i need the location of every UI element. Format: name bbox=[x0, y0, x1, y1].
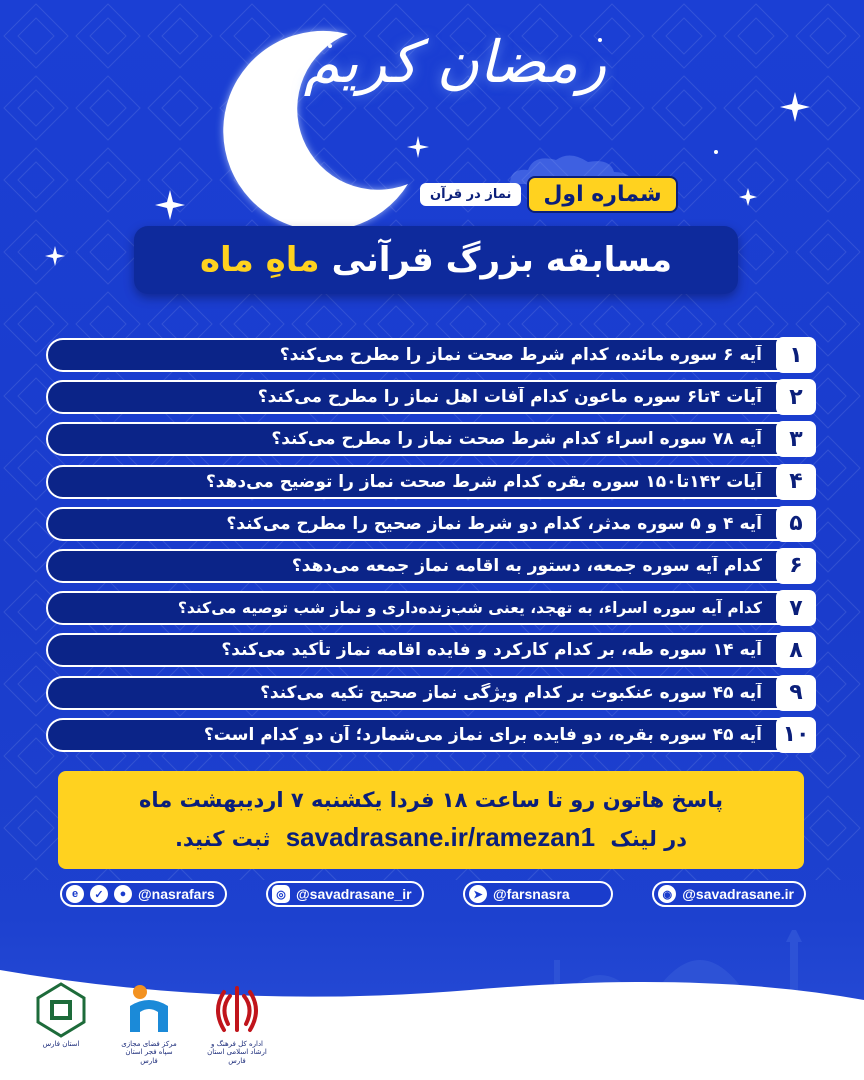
contest-highlight: ماهِ ماه bbox=[199, 240, 320, 280]
globe-icon: ◉ bbox=[658, 885, 676, 903]
question-list bbox=[46, 338, 814, 760]
iran-emblem-icon bbox=[212, 982, 262, 1038]
social-telegram[interactable] bbox=[463, 881, 613, 907]
social-links bbox=[60, 881, 806, 907]
question-item bbox=[46, 380, 814, 414]
submission-link[interactable]: savadrasane.ir/ramezan1 bbox=[285, 821, 596, 852]
question-number: ۲ bbox=[776, 379, 816, 415]
social-website[interactable] bbox=[652, 881, 806, 907]
question-text: کدام آیه سوره جمعه، دستور به اقامه نماز جمعه می‌دهد؟ bbox=[291, 555, 762, 576]
deadline-link-line bbox=[58, 822, 804, 853]
question-text: آیه ۶ سوره مائده، کدام شرط صحت نماز را مطرح می‌کند؟ bbox=[279, 345, 762, 365]
social-nasrafars[interactable] bbox=[60, 881, 227, 907]
org-emblem-icon bbox=[36, 982, 86, 1038]
question-text: آیه ۴۵ سوره عنکبوت بر کدام ویژگی نماز صحیح تکیه می‌کند؟ bbox=[260, 682, 762, 703]
issue-row bbox=[420, 176, 678, 213]
issue-badge: شماره اول bbox=[527, 176, 677, 213]
question-item bbox=[46, 465, 814, 499]
question-number: ۱ bbox=[776, 337, 816, 373]
question-text: آیه ۴۵ سوره بقره، دو فایده برای نماز می‌شمارد؛ آن دو کدام است؟ bbox=[203, 724, 762, 745]
question-text: کدام آیه سوره اسراء، به تهجد، یعنی شب‌زنده‌داری و نماز شب توصیه می‌کند؟ bbox=[177, 599, 762, 618]
question-number: ۸ bbox=[776, 632, 816, 668]
social-telegram-handle: @farsnasra bbox=[492, 886, 570, 902]
question-text: آیه ۴ و ۵ سوره مدثر، کدام دو شرط نماز صحیح را مطرح می‌کند؟ bbox=[226, 513, 762, 534]
social-instagram-handle: @savadrasane_ir bbox=[296, 886, 412, 902]
question-text: آیه ۱۴ سوره طه، بر کدام کارکرد و فایده اقامه نماز تأکید می‌کند؟ bbox=[221, 640, 762, 661]
cyber-center-emblem-icon bbox=[124, 982, 174, 1038]
cyber-center-logo bbox=[118, 982, 180, 1078]
cyber-center-caption: مرکز فضای مجازی سپاه فجر استان فارس bbox=[121, 1040, 177, 1065]
telegram-icon: ➤ bbox=[469, 885, 487, 903]
question-number: ۹ bbox=[776, 675, 816, 711]
soroush-icon: ● bbox=[114, 885, 132, 903]
question-item bbox=[46, 507, 814, 541]
question-number: ۷ bbox=[776, 590, 816, 626]
question-item bbox=[46, 549, 814, 583]
question-item bbox=[46, 591, 814, 625]
ministry-caption: اداره کل فرهنگ و ارشاد اسلامی استان فارس bbox=[207, 1040, 267, 1065]
ministry-logo bbox=[206, 982, 268, 1078]
question-text: آیات ۱۴۲تا۱۵۰ سوره بقره کدام شرط صحت نماز را توضیح می‌دهد؟ bbox=[205, 471, 762, 492]
deadline-link-suffix: ثبت کنید. bbox=[174, 826, 271, 851]
question-item bbox=[46, 718, 814, 752]
question-number: ۳ bbox=[776, 421, 816, 457]
social-website-handle: @savadrasane.ir bbox=[682, 886, 794, 902]
sponsor-logos bbox=[30, 982, 270, 1078]
question-number: ۱۰ bbox=[776, 717, 816, 753]
question-item bbox=[46, 338, 814, 372]
deadline-link-prefix: در لینک bbox=[610, 826, 688, 851]
ramadan-kareem-title: رمضان کریم bbox=[303, 28, 607, 96]
contest-title-box bbox=[134, 226, 738, 294]
question-item bbox=[46, 633, 814, 667]
instagram-icon: ◎ bbox=[272, 885, 290, 903]
deadline-box bbox=[58, 771, 804, 869]
question-number: ۴ bbox=[776, 464, 816, 500]
question-item bbox=[46, 676, 814, 710]
bale-icon: ✓ bbox=[90, 885, 108, 903]
eitaa-icon: e bbox=[66, 885, 84, 903]
issue-topic: نماز در قرآن bbox=[420, 183, 521, 206]
question-item bbox=[46, 422, 814, 456]
question-text: آیات ۴تا۶ سوره ماعون کدام آفات اهل نماز را مطرح می‌کند؟ bbox=[257, 387, 762, 408]
org-caption: استان فارس bbox=[42, 1040, 80, 1048]
question-text: آیه ۷۸ سوره اسراء کدام شرط صحت نماز را مطرح می‌کند؟ bbox=[271, 429, 762, 450]
question-number: ۶ bbox=[776, 548, 816, 584]
question-number: ۵ bbox=[776, 506, 816, 542]
social-nasrafars-handle: @nasrafars bbox=[138, 886, 215, 902]
deadline-text: پاسخ هاتون رو تا ساعت ۱۸ فردا یکشنبه ۷ اردیبهشت ماه bbox=[138, 787, 723, 812]
org-logo bbox=[30, 982, 92, 1078]
social-instagram[interactable] bbox=[266, 881, 424, 907]
contest-title: مسابقه بزرگ قرآنی bbox=[331, 240, 673, 280]
